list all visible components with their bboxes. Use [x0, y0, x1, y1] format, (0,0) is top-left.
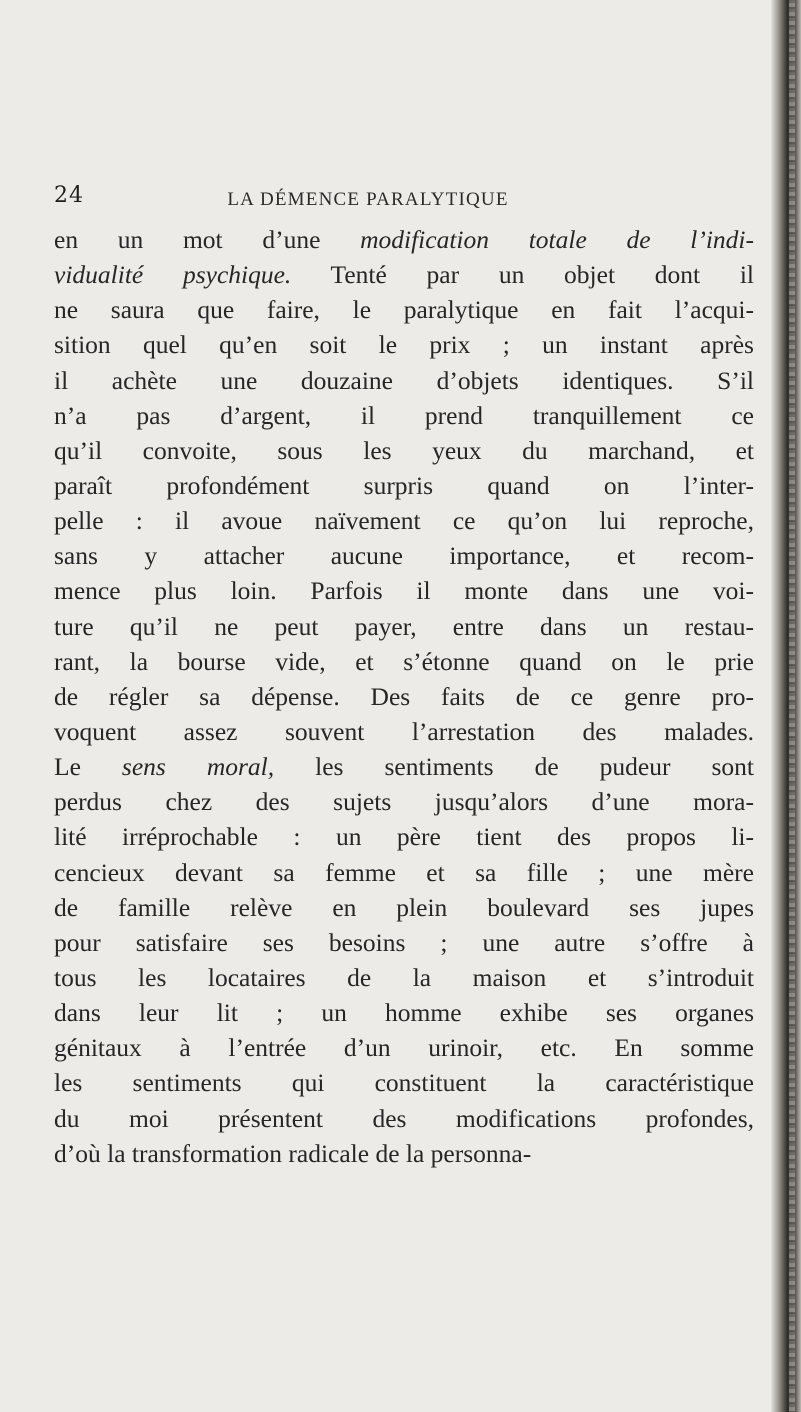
text-segment: tous les locataires de la maison et s’introduit: [54, 962, 754, 992]
text-segment: voquent assez souvent l’arrestation des malades.: [54, 716, 754, 746]
text-line: [54, 855, 754, 890]
text-segment: en un mot d’une: [54, 225, 361, 254]
text-line: [54, 609, 754, 644]
text-segment: lité irréprochable : un père tient des propos li-: [54, 822, 754, 852]
page-number: 24: [54, 183, 84, 208]
text-segment: Tenté par un objet dont il: [291, 260, 754, 290]
text-segment: ture qu’il ne peut payer, entre dans un restau-: [54, 611, 754, 641]
text-segment: les sentiments qui constituent la caractéristique: [54, 1068, 754, 1098]
text-segment: sition quel qu’en soit le prix ; un instant après: [54, 330, 754, 360]
italic-text-segment: sens moral,: [121, 752, 275, 782]
text-segment: pour satisfaire ses besoins ; une autre s’offre à: [54, 927, 754, 957]
text-segment: ne saura que faire, le paralytique en fait l’acqui-: [54, 295, 754, 325]
text-segment: rant, la bourse vide, et s’étonne quand on le prie: [54, 646, 754, 676]
text-line: [54, 503, 754, 538]
text-line: [54, 995, 754, 1030]
text-line: [54, 468, 754, 503]
text-line: [54, 644, 754, 679]
text-line: [54, 819, 754, 854]
text-segment: d’où la transformation radicale de la personna-: [54, 1138, 532, 1168]
text-line: [54, 1030, 754, 1065]
text-segment: perdus chez des sujets jusqu’alors d’une mora-: [54, 787, 754, 817]
text-segment: les sentiments de pudeur sont: [274, 752, 754, 782]
text-line: [54, 1101, 754, 1136]
text-line: [54, 292, 754, 327]
page-edge-shadow: [771, 0, 801, 1412]
text-line: [54, 890, 754, 925]
text-segment: paraît profondément surpris quand on l’inter-: [54, 470, 754, 500]
page-edge-texture: [789, 0, 795, 1412]
text-segment: cencieux devant sa femme et sa fille ; une mère: [54, 857, 754, 887]
text-line: [54, 222, 754, 257]
text-line: [54, 925, 754, 960]
italic-text-segment: modification totale de l’indi-: [360, 225, 754, 254]
text-line: [54, 327, 754, 362]
text-line: [54, 573, 754, 608]
text-line: [54, 1065, 754, 1100]
text-segment: Le: [54, 752, 122, 782]
text-line: [54, 257, 754, 292]
text-line: [54, 398, 754, 433]
text-line: [54, 679, 754, 714]
text-segment: n’a pas d’argent, il prend tranquillement ce: [54, 400, 754, 430]
italic-text-segment: vidualité psychique.: [54, 260, 292, 290]
text-segment: qu’il convoite, sous les yeux du marchand, et: [54, 435, 754, 465]
text-line: [54, 433, 754, 468]
text-line: [54, 784, 754, 819]
text-segment: mence plus loin. Parfois il monte dans une voi-: [54, 576, 754, 606]
text-segment: de famille relève en plein boulevard ses jupes: [54, 892, 754, 922]
text-line: [54, 714, 754, 749]
text-line: [54, 960, 754, 995]
text-segment: pelle : il avoue naïvement ce qu’on lui reproche,: [54, 506, 754, 536]
text-segment: sans y attacher aucune importance, et recom-: [54, 541, 754, 571]
body-text: [54, 222, 754, 1171]
text-segment: de régler sa dépense. Des faits de ce genre pro-: [54, 681, 754, 711]
running-head: LA DÉMENCE PARALYTIQUE: [227, 189, 509, 210]
text-line: [54, 749, 754, 784]
text-segment: du moi présentent des modifications profondes,: [54, 1103, 754, 1133]
text-segment: dans leur lit ; un homme exhibe ses organes: [54, 998, 754, 1028]
text-line: [54, 538, 754, 573]
text-line: [54, 1136, 754, 1171]
text-line: [54, 363, 754, 398]
text-segment: il achète une douzaine d’objets identiques. S’il: [54, 365, 754, 395]
text-segment: génitaux à l’entrée d’un urinoir, etc. En somme: [54, 1033, 754, 1063]
